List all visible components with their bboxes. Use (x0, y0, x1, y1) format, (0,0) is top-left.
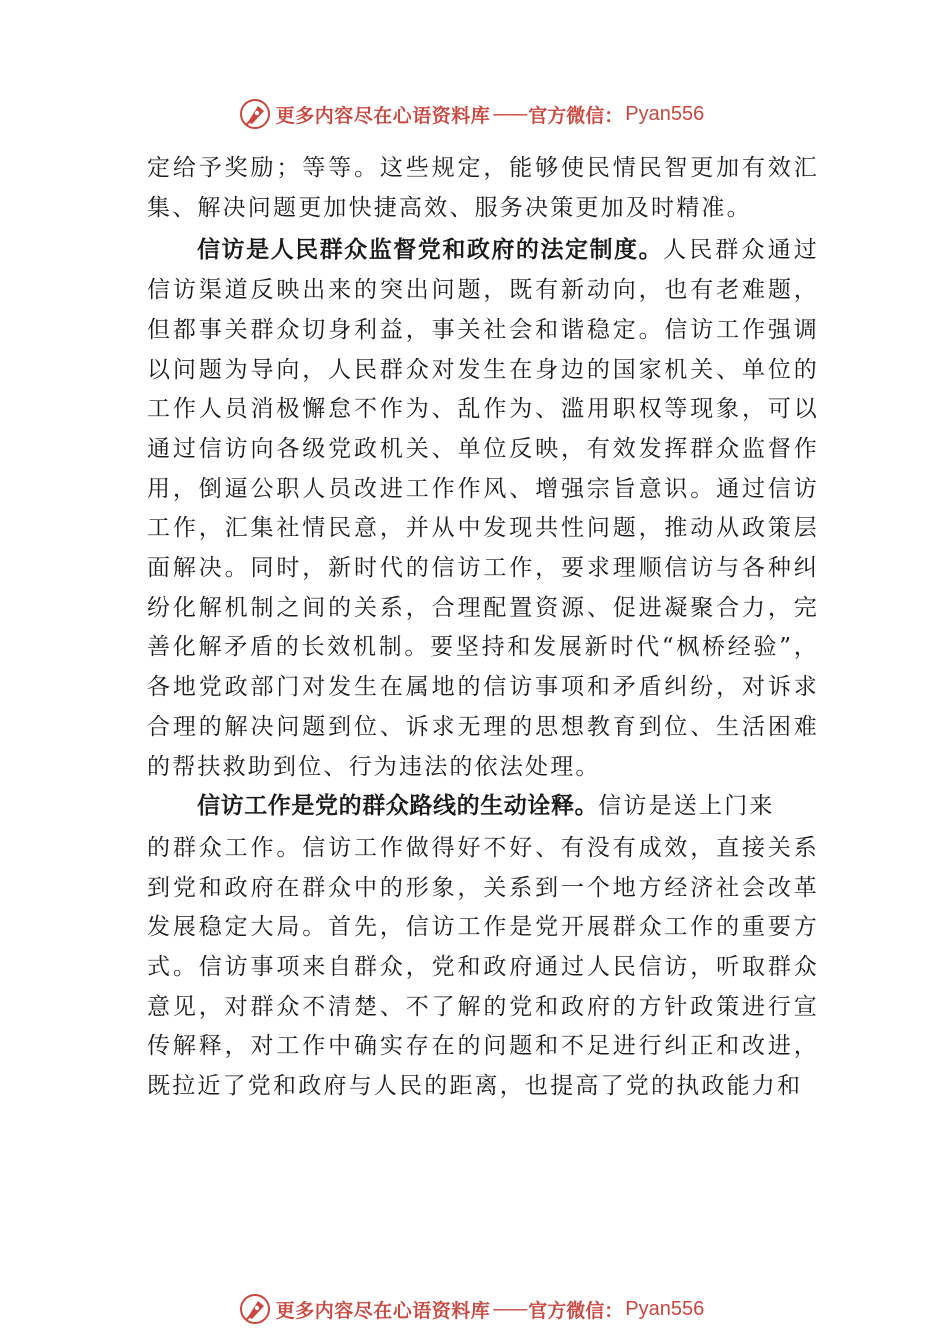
header-dash: —— (492, 103, 527, 125)
footer-brand-text: 更多内容尽在心语资料库 (275, 1299, 491, 1322)
header-banner (0, 94, 950, 134)
paragraph-4-text: 的群众工作。信访工作做得好不好、有没有成效，直接关系到党和政府在群众中的形象，关系到一个地方经济社会改革发展稳定大局。首先，信访工作是党开展群众工作的重要方式。信访事项来自群众，党和政府通过人民信访，听取群众意见，对群众不清楚、不了解的党和政府的方针政策进行宣传解释，对工作中确实存在的问题和不足进行纠正和改进， 既拉近了党和政府与人民的距离，也提高了党的执政能力和 (147, 834, 819, 1100)
document-body (147, 149, 819, 1107)
header-brand-text: 更多内容尽在心语资料库 (275, 104, 491, 127)
pen-nib-circle-icon (238, 97, 272, 131)
paragraph-4 (147, 829, 819, 1107)
footer-contact-id: Pyan556 (625, 1297, 705, 1320)
pen-nib-circle-icon (238, 1292, 272, 1326)
header-contact-label: 官方微信： (528, 104, 624, 127)
footer-banner (0, 1289, 950, 1329)
header-contact-id: Pyan556 (625, 102, 705, 125)
footer-dash: —— (492, 1298, 527, 1320)
paragraph-1 (147, 149, 819, 228)
paragraph-1-text: 定给予奖励；等等。这些规定，能够使民情民智更加有效汇集、解决问题更加快捷高效、服务决策更加及时精准。 (147, 155, 819, 221)
paragraph-3 (147, 787, 819, 827)
paragraph-3-text: 信访是送上门来 (598, 793, 775, 820)
paragraph-3-lead: 信访工作是党的群众路线的生动诠释。 (197, 793, 599, 820)
paragraph-2 (147, 231, 819, 787)
footer-contact-label: 官方微信： (528, 1299, 624, 1322)
paragraph-2-lead: 信访是人民群众监督党和政府的法定制度。 (197, 237, 664, 264)
paragraph-2-text: 人民群众通过信访渠道反映出来的突出问题，既有新动向，也有老难题，但都事关群众切身利益，事关社会和谐稳定。信访工作强调以问题为导向，人民群众对发生在身边的国家机关、单位的工作人员消极懈怠不作为、乱作为、滥用职权等现象，可以通过信访向各级党政机关、单位反映，有效发挥群众监督作用，倒逼公职人员改进工作作风、增强宗旨意识。通过信访工作，汇集社情民意，并从中发现共性问题，推动从政策层面解决。同时，新时代的信访工作，要求理顺信访与各种纠纷化解机制之间的关系，合理配置资源、促进凝聚合力，完善化解矛盾的长效机制。要坚持和发展新时代“枫桥经验”，各地党政部门对发生在属地的信访事项和矛盾纠纷，对诉求合理的解决问题到位、诉求无理的思想教育到位、生活困难的帮扶救助到位、行为违法的依法处理。 (147, 237, 820, 780)
